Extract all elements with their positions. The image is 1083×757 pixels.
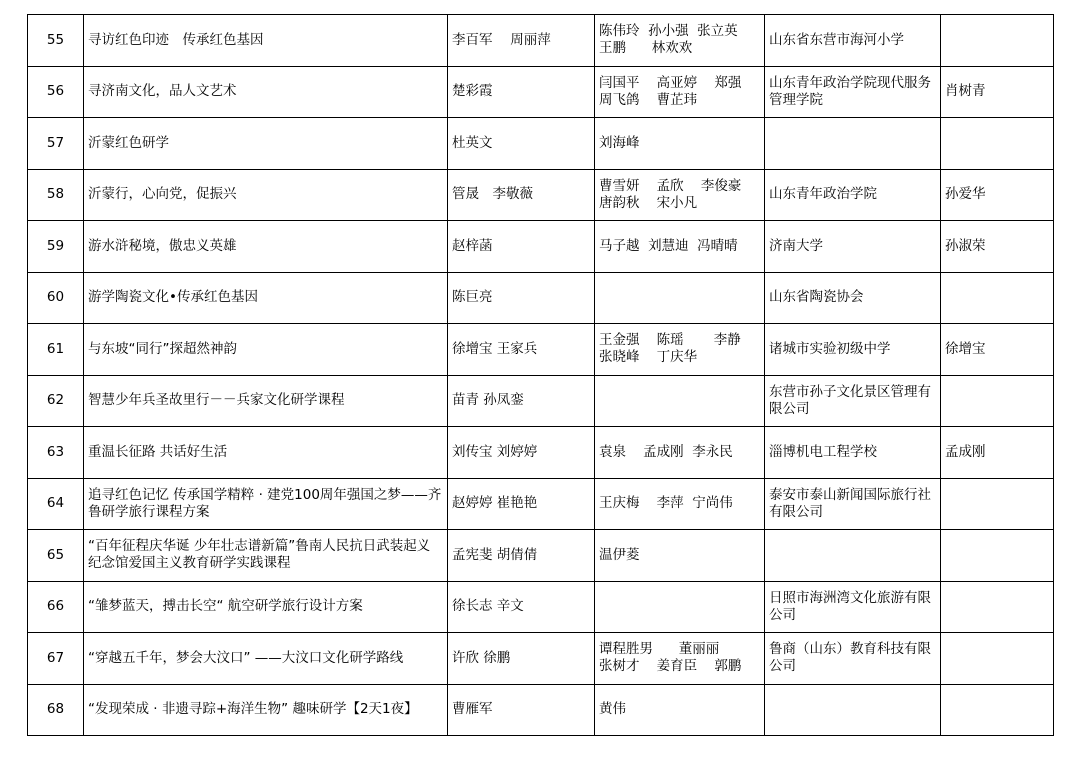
- table-row: [28, 324, 1054, 376]
- members-cell: 曹雪妍 孟欣 李俊豪 唐韵秋 宋小凡: [595, 169, 765, 221]
- row-number: 67: [28, 633, 84, 685]
- table-row: [28, 169, 1054, 221]
- organization-cell: [765, 118, 941, 170]
- authors-cell: 徐长志 辛文: [448, 581, 595, 633]
- row-number: 57: [28, 118, 84, 170]
- mentor-cell: 孙爱华: [941, 169, 1054, 221]
- members-cell: 王金强 陈瑶 李静 张晓峰 丁庆华: [595, 324, 765, 376]
- row-number: 64: [28, 478, 84, 530]
- mentor-cell: 孟成刚: [941, 427, 1054, 479]
- project-title: 沂蒙行，心向党，促振兴: [84, 169, 448, 221]
- table-row: [28, 15, 1054, 67]
- authors-cell: 陈巨亮: [448, 272, 595, 324]
- organization-cell: 济南大学: [765, 221, 941, 273]
- authors-cell: 曹雁军: [448, 684, 595, 736]
- authors-cell: 刘传宝 刘婷婷: [448, 427, 595, 479]
- project-title: 重温长征路 共话好生活: [84, 427, 448, 479]
- mentor-cell: [941, 581, 1054, 633]
- table-row: [28, 633, 1054, 685]
- authors-cell: 孟宪斐 胡倩倩: [448, 530, 595, 582]
- row-number: 66: [28, 581, 84, 633]
- members-cell: [595, 375, 765, 427]
- table-row: [28, 118, 1054, 170]
- mentor-cell: [941, 478, 1054, 530]
- row-number: 58: [28, 169, 84, 221]
- authors-cell: 杜英文: [448, 118, 595, 170]
- authors-cell: 许欣 徐鹏: [448, 633, 595, 685]
- organization-cell: 山东青年政治学院: [765, 169, 941, 221]
- members-cell: 刘海峰: [595, 118, 765, 170]
- organization-cell: 山东青年政治学院现代服务管理学院: [765, 66, 941, 118]
- project-title: “发现荣成 · 非遗寻踪+海洋生物” 趣味研学【2天1夜】: [84, 684, 448, 736]
- members-cell: 闫国平 高亚婷 郑强 周飞鸽 曹芷玮: [595, 66, 765, 118]
- mentor-cell: [941, 118, 1054, 170]
- project-title: “雏梦蓝天，搏击长空“ 航空研学旅行设计方案: [84, 581, 448, 633]
- authors-cell: 楚彩霞: [448, 66, 595, 118]
- organization-cell: 淄博机电工程学校: [765, 427, 941, 479]
- members-cell: [595, 272, 765, 324]
- organization-cell: 山东省陶瓷协会: [765, 272, 941, 324]
- row-number: 68: [28, 684, 84, 736]
- row-number: 60: [28, 272, 84, 324]
- mentor-cell: [941, 530, 1054, 582]
- mentor-cell: [941, 633, 1054, 685]
- members-cell: 马子越 刘慧迪 冯晴晴: [595, 221, 765, 273]
- authors-cell: 管晟 李敬薇: [448, 169, 595, 221]
- organization-cell: [765, 530, 941, 582]
- table-row: [28, 530, 1054, 582]
- table-row: [28, 684, 1054, 736]
- mentor-cell: [941, 375, 1054, 427]
- mentor-cell: 孙淑荣: [941, 221, 1054, 273]
- row-number: 62: [28, 375, 84, 427]
- project-title: “穿越五千年，梦会大汶口” ——大汶口文化研学路线: [84, 633, 448, 685]
- members-cell: [595, 581, 765, 633]
- mentor-cell: 徐增宝: [941, 324, 1054, 376]
- table-row: [28, 581, 1054, 633]
- project-title: 寻访红色印迹 传承红色基因: [84, 15, 448, 67]
- mentor-cell: [941, 684, 1054, 736]
- members-cell: 温伊菱: [595, 530, 765, 582]
- table-row: [28, 375, 1054, 427]
- table-row: [28, 272, 1054, 324]
- mentor-cell: 肖树青: [941, 66, 1054, 118]
- project-title: 与东坡“同行”探超然神韵: [84, 324, 448, 376]
- organization-cell: 山东省东营市海河小学: [765, 15, 941, 67]
- organization-cell: [765, 684, 941, 736]
- project-title: 追寻红色记忆 传承国学精粹 · 建党100周年强国之梦——齐鲁研学旅行课程方案: [84, 478, 448, 530]
- row-number: 59: [28, 221, 84, 273]
- organization-cell: 泰安市泰山新闻国际旅行社有限公司: [765, 478, 941, 530]
- project-title: 智慧少年兵圣故里行－－兵家文化研学课程: [84, 375, 448, 427]
- members-cell: 王庆梅 李萍 宁尚伟: [595, 478, 765, 530]
- project-title: 寻济南文化，品人文艺术: [84, 66, 448, 118]
- organization-cell: 日照市海洲湾文化旅游有限公司: [765, 581, 941, 633]
- authors-cell: 赵婷婷 崔艳艳: [448, 478, 595, 530]
- row-number: 63: [28, 427, 84, 479]
- authors-cell: 苗青 孙凤銮: [448, 375, 595, 427]
- organization-cell: 诸城市实验初级中学: [765, 324, 941, 376]
- organization-cell: 鲁商（山东）教育科技有限公司: [765, 633, 941, 685]
- members-cell: 陈伟玲 孙小强 张立英 王鹏 林欢欢: [595, 15, 765, 67]
- authors-cell: 赵梓菡: [448, 221, 595, 273]
- project-table: [27, 14, 1054, 736]
- mentor-cell: [941, 15, 1054, 67]
- organization-cell: 东营市孙子文化景区管理有限公司: [765, 375, 941, 427]
- project-title: 沂蒙红色研学: [84, 118, 448, 170]
- row-number: 55: [28, 15, 84, 67]
- row-number: 56: [28, 66, 84, 118]
- row-number: 61: [28, 324, 84, 376]
- members-cell: 袁泉 孟成刚 李永民: [595, 427, 765, 479]
- project-title: “百年征程庆华诞 少年壮志谱新篇”鲁南人民抗日武装起义纪念馆爱国主义教育研学实践课程: [84, 530, 448, 582]
- table-row: [28, 478, 1054, 530]
- mentor-cell: [941, 272, 1054, 324]
- authors-cell: 徐增宝 王家兵: [448, 324, 595, 376]
- row-number: 65: [28, 530, 84, 582]
- members-cell: 谭程胜男 董丽丽 张树才 姜育臣 郭鹏: [595, 633, 765, 685]
- table-row: [28, 221, 1054, 273]
- table-row: [28, 66, 1054, 118]
- project-title: 游学陶瓷文化•传承红色基因: [84, 272, 448, 324]
- members-cell: 黄伟: [595, 684, 765, 736]
- project-title: 游水浒秘境，傲忠义英雄: [84, 221, 448, 273]
- authors-cell: 李百军 周丽萍: [448, 15, 595, 67]
- table-row: [28, 427, 1054, 479]
